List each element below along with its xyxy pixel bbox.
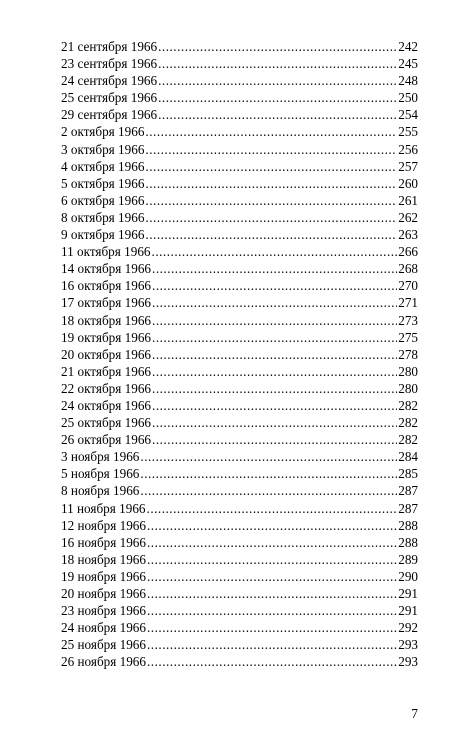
toc-entry [61,158,418,175]
toc-entry-page: 282 [398,432,418,448]
dot-leader [145,175,397,192]
toc-entry [61,500,418,517]
toc-entry-page: 271 [398,295,418,311]
toc-entry-page: 288 [398,517,418,533]
dot-leader [152,431,397,448]
toc-entry [61,192,418,209]
toc-entry [61,346,418,363]
toc-entry-label: 9 октября 1966 [61,227,145,243]
toc-entry-label: 23 сентября 1966 [61,56,158,72]
toc-entry-page: 287 [398,500,418,516]
dot-leader [147,551,397,568]
dot-leader [145,141,397,158]
dot-leader [140,482,397,499]
toc-entry-label: 18 октября 1966 [61,312,152,328]
page-number: 7 [411,706,418,721]
dot-leader [145,226,397,243]
toc-entry-label: 11 ноября 1966 [61,500,146,516]
toc-entry-page: 290 [398,568,418,584]
toc-entry-page: 293 [398,637,418,653]
dot-leader [152,397,397,414]
toc-entry-page: 261 [398,192,418,208]
dot-leader [147,517,397,534]
toc-entry [61,448,418,465]
dot-leader [147,500,398,517]
toc-entry-label: 24 октября 1966 [61,397,152,413]
toc-entry-page: 280 [398,363,418,379]
toc-entry-label: 4 октября 1966 [61,158,145,174]
toc-entry-page: 291 [398,586,418,601]
dot-leader [152,329,397,346]
dot-leader [147,653,397,670]
toc-entry-label: 8 октября 1966 [61,209,145,225]
toc-entry-page: 285 [398,466,418,482]
toc-entry [61,568,418,585]
dot-leader [152,380,397,397]
dot-leader [147,585,397,602]
toc-entry [61,312,418,329]
toc-entry [61,72,418,89]
dot-leader [158,89,397,106]
toc-entry-label: 19 ноября 1966 [61,568,146,584]
dot-leader [147,568,397,585]
toc-entry-label: 11 октября 1966 [61,244,151,260]
toc-entry [61,653,418,670]
toc-entry-page: 263 [398,227,418,243]
toc-entry-page: 250 [398,90,418,106]
toc-entry-page: 291 [398,603,418,619]
toc-entry-page: 245 [398,56,418,72]
toc-entry-label: 8 ноября 1966 [61,483,140,499]
toc-entry [61,141,418,158]
toc-entry-label: 26 октября 1966 [61,432,152,448]
toc-entry-label: 19 октября 1966 [61,329,152,345]
toc-entry [61,534,418,551]
toc-entry [61,517,418,534]
dot-leader [145,158,397,175]
toc-entry-label: 23 ноября 1966 [61,603,146,619]
toc-entry-label: 18 ноября 1966 [61,551,146,567]
dot-leader [145,209,397,226]
toc-entry [61,329,418,346]
toc-entry-page: 280 [398,380,418,396]
toc-entry-label: 25 октября 1966 [61,415,152,431]
toc-entry-label: 24 ноября 1966 [61,620,146,636]
toc-entry-page: 254 [398,107,418,123]
toc-entry-page: 289 [398,551,418,567]
dot-leader [152,277,397,294]
toc-entry-label: 29 сентября 1966 [61,107,158,123]
dot-leader [140,448,397,465]
toc-entry [61,175,418,192]
toc-entry [61,89,418,106]
toc-entry [61,38,418,55]
dot-leader [158,38,397,55]
toc-entry [61,431,418,448]
dot-leader [152,243,398,260]
toc-entry-page: 268 [398,261,418,277]
toc-entry-label: 3 октября 1966 [61,141,145,157]
toc-entry-label: 5 октября 1966 [61,175,145,191]
toc-entry [61,277,418,294]
toc-entry-label: 14 октября 1966 [61,261,152,277]
toc-entry-page: 293 [398,654,418,670]
toc-entry [61,414,418,431]
toc-entry-page: 255 [398,124,418,140]
dot-leader [147,619,397,636]
toc-entry-label: 21 сентября 1966 [61,39,158,54]
dot-leader [152,363,397,380]
dot-leader [158,72,397,89]
toc-entry-page: 284 [398,449,418,465]
toc-entry-label: 21 октября 1966 [61,363,152,379]
table-of-contents [61,38,418,670]
toc-entry-page: 257 [398,158,418,174]
toc-entry [61,482,418,499]
toc-entry [61,602,418,619]
toc-entry-page: 273 [398,312,418,328]
dot-leader [158,55,397,72]
dot-leader [145,123,397,140]
toc-entry [61,636,418,653]
toc-entry-label: 16 ноября 1966 [61,534,146,550]
dot-leader [152,414,397,431]
toc-entry-label: 17 октября 1966 [61,295,152,311]
toc-entry-label: 2 октября 1966 [61,124,145,140]
toc-entry-page: 262 [398,209,418,225]
dot-leader [152,294,397,311]
toc-entry-page: 248 [398,73,418,89]
toc-entry-page: 288 [398,534,418,550]
toc-entry-page: 266 [398,244,418,260]
toc-entry-label: 3 ноября 1966 [61,449,140,465]
toc-entry [61,294,418,311]
toc-entry [61,619,418,636]
toc-entry-page: 278 [398,346,418,362]
toc-entry [61,226,418,243]
toc-entry-page: 287 [398,483,418,499]
toc-entry [61,551,418,568]
toc-entry-label: 22 октября 1966 [61,380,152,396]
dot-leader [147,602,397,619]
toc-entry-page: 275 [398,329,418,345]
toc-entry-label: 26 ноября 1966 [61,654,146,670]
toc-entry [61,397,418,414]
toc-entry-label: 20 октября 1966 [61,346,152,362]
dot-leader [147,636,397,653]
dot-leader [145,192,397,209]
toc-entry-label: 16 октября 1966 [61,278,152,294]
toc-entry-label: 24 сентября 1966 [61,73,158,89]
toc-entry [61,260,418,277]
dot-leader [140,465,397,482]
toc-entry-label: 5 ноября 1966 [61,466,140,482]
toc-entry-page: 282 [398,397,418,413]
toc-entry [61,55,418,72]
dot-leader [152,346,397,363]
toc-entry [61,243,418,260]
toc-entry-page: 292 [398,620,418,636]
toc-entry [61,363,418,380]
toc-entry-page: 242 [398,39,418,54]
dot-leader [158,106,397,123]
toc-entry [61,123,418,140]
dot-leader [147,534,397,551]
dot-leader [152,312,397,329]
toc-entry [61,585,418,602]
toc-entry-label: 12 ноября 1966 [61,517,146,533]
toc-entry [61,106,418,123]
toc-entry [61,380,418,397]
dot-leader [152,260,397,277]
toc-entry-label: 20 ноября 1966 [61,586,146,601]
toc-entry-label: 25 сентября 1966 [61,90,158,106]
toc-entry-page: 260 [398,175,418,191]
toc-entry-label: 6 октября 1966 [61,192,145,208]
toc-entry [61,209,418,226]
toc-entry-page: 256 [398,141,418,157]
toc-entry-page: 270 [398,278,418,294]
toc-entry [61,465,418,482]
toc-entry-page: 282 [398,415,418,431]
toc-entry-label: 25 ноября 1966 [61,637,146,653]
